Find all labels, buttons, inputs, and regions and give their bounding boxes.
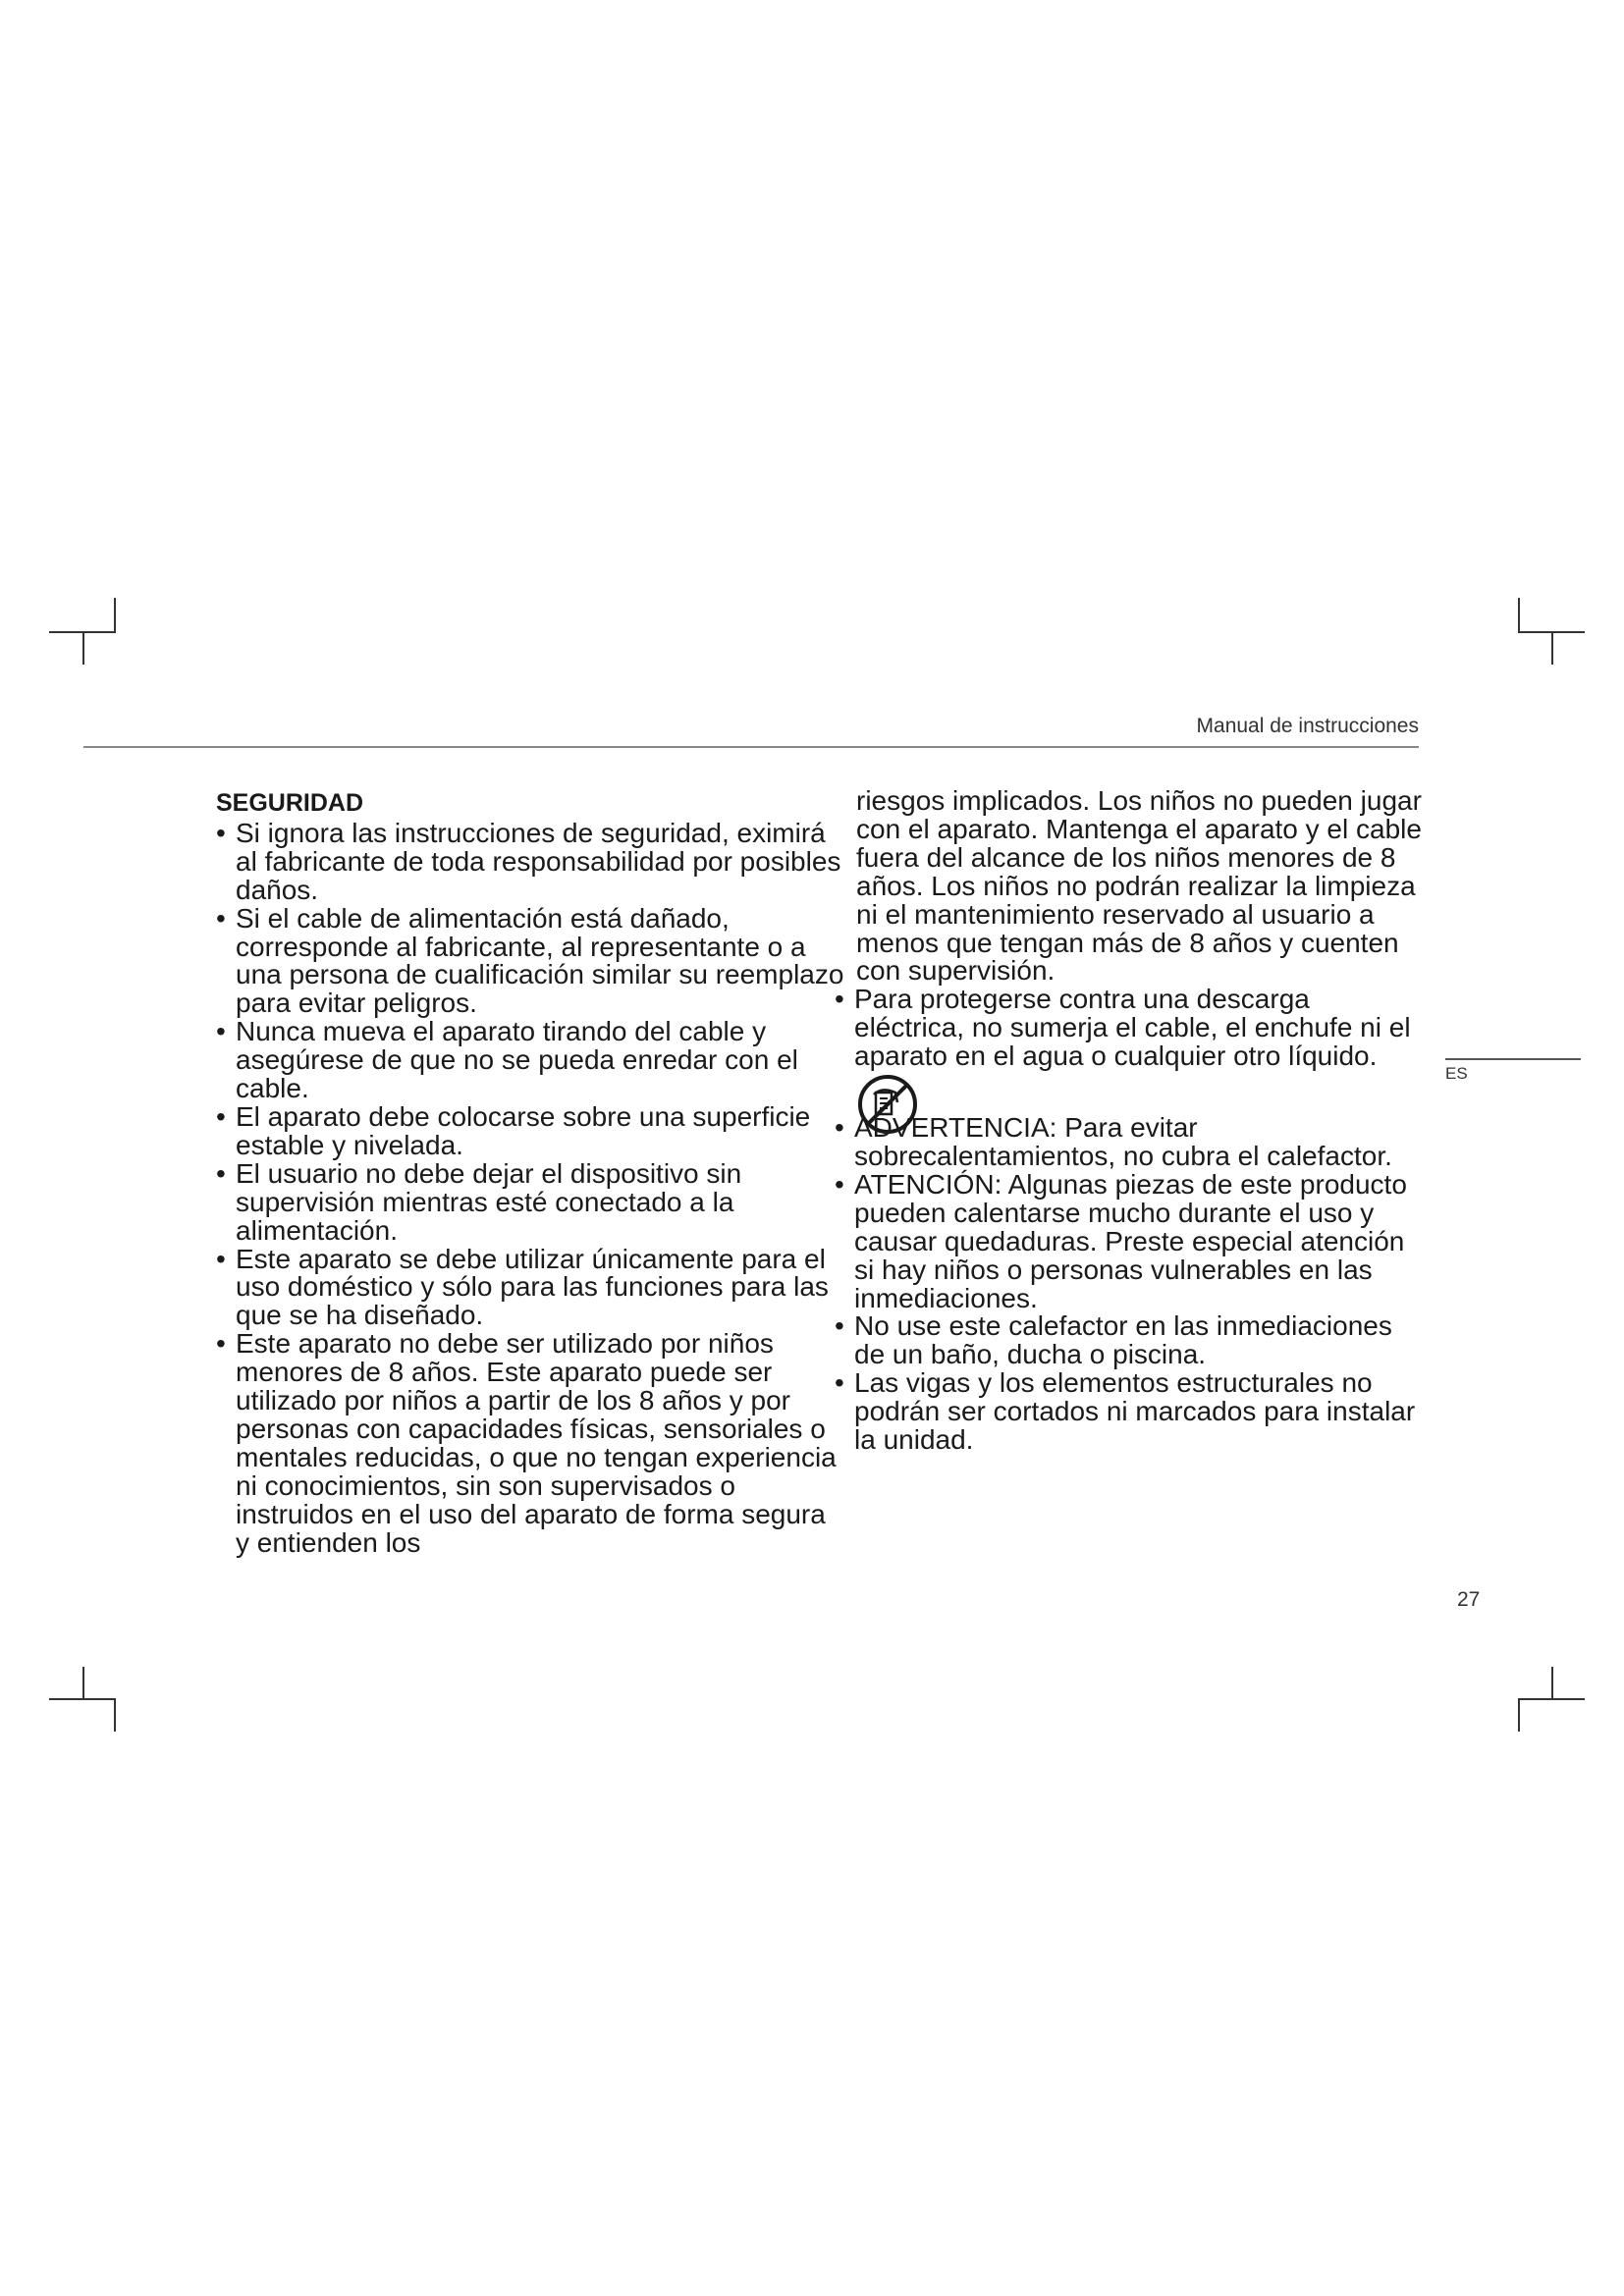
bullet: • <box>216 1016 226 1047</box>
crop-mark-bottom-right-h <box>1518 1698 1585 1700</box>
bullet: • <box>216 1100 226 1132</box>
header-title: Manual de instrucciones <box>1196 715 1419 737</box>
bullet: • <box>835 1112 844 1144</box>
bullet: • <box>835 984 844 1015</box>
list-item-text: No use este calefactor en las inmediaciones de un baño, ducha o piscina. <box>854 1310 1392 1370</box>
list-item <box>216 817 844 905</box>
bullet: • <box>835 1367 844 1399</box>
crop-mark-top-right-v <box>1518 598 1520 633</box>
safety-list-right-top <box>835 986 1424 1071</box>
crop-mark-bottom-left-h <box>49 1698 116 1700</box>
list-item <box>216 902 844 1019</box>
continuation-paragraph: riesgos implicados. Los niños no pueden jugar con el aparato. Mantenga el aparato y el cable fuera del alcance de los niños menores de 8 años. Los niños no podrán realizar la limpieza ni el mantenimiento reservado al usuario a menos que tengan más de 8 años y cuenten con supervisión. <box>856 785 1422 987</box>
list-item <box>216 1330 844 1557</box>
safety-list-right <box>835 1114 1424 1455</box>
list-item-text: El usuario no debe dejar el dispositivo sin supervisión mientras esté conectado a la alimentación. <box>236 1157 742 1246</box>
list-item <box>835 986 1424 1071</box>
bullet: • <box>216 902 226 934</box>
language-tab-rule <box>1445 1058 1581 1060</box>
list-item-text: Las vigas y los elementos estructurales no podrán ser cortados ni marcados para instalar la unidad. <box>854 1367 1416 1456</box>
list-item-text: Si el cable de alimentación está dañado, corresponde al fabricante, al representante o a una persona de cualificación similar su reemplazo para evitar peligros. <box>236 902 844 1019</box>
bullet: • <box>835 1310 844 1342</box>
list-item <box>216 1157 844 1246</box>
crop-mark-bottom-left-v <box>82 1667 84 1700</box>
crop-mark-top-left-v2 <box>114 598 116 633</box>
crop-mark-bottom-left-v2 <box>114 1698 116 1732</box>
safety-list-left <box>216 817 844 1558</box>
language-tab <box>1445 1058 1581 1084</box>
list-item <box>835 1312 1424 1369</box>
do-not-cover-icon <box>856 1073 919 1136</box>
bullet: • <box>216 1328 226 1360</box>
list-item <box>216 1100 844 1160</box>
list-item <box>216 1018 844 1103</box>
list-item-text: ATENCIÓN: Algunas piezas de este producto pueden calentarse mucho durante el uso y causar quedaduras. Preste especial atención si hay niños o personas vulnerables en las inmediaciones. <box>854 1168 1407 1313</box>
bullet: • <box>216 1157 226 1189</box>
header-rule <box>83 746 1419 748</box>
bullet: • <box>216 1243 226 1274</box>
bullet: • <box>216 817 226 848</box>
right-column <box>835 787 1424 1455</box>
language-code: ES <box>1445 1063 1468 1083</box>
left-column <box>216 789 844 1557</box>
list-item-text: El aparato debe colocarse sobre una superficie estable y nivelada. <box>236 1100 811 1160</box>
crop-mark-top-left-v <box>82 631 84 665</box>
list-item-text: Nunca mueva el aparato tirando del cable y asegúrese de que no se pueda enredar con el cable. <box>236 1016 798 1104</box>
list-item <box>216 1243 844 1331</box>
crop-mark-bottom-right-v <box>1551 1667 1553 1700</box>
list-item <box>835 1168 1424 1313</box>
list-item <box>835 1369 1424 1455</box>
list-item-text: Este aparato se debe utilizar únicamente para el uso doméstico y sólo para las funciones para las que se ha diseñado. <box>236 1243 829 1331</box>
section-title: SEGURIDAD <box>216 789 364 817</box>
bullet: • <box>835 1168 844 1200</box>
crop-mark-top-right-v2 <box>1551 631 1553 665</box>
list-item <box>835 1114 1424 1171</box>
crop-mark-bottom-right-v2 <box>1518 1698 1520 1732</box>
list-item-text: Si ignora las instrucciones de seguridad, eximirá al fabricante de toda responsabilidad por posibles daños. <box>236 817 841 905</box>
list-item-text: ADVERTENCIA: Para evitar sobrecalentamientos, no cubra el calefactor. <box>854 1112 1392 1171</box>
list-item-text: Este aparato no debe ser utilizado por niños menores de 8 años. Este aparato puede ser utilizado por niños a partir de los 8 años y por personas con capacidades físicas, sensoriales o mentales reducidas, o que no tengan experiencia ni conocimientos, sin son supervisados o instruidos en el uso del aparato de forma segura y entienden los <box>236 1328 837 1558</box>
page-number: 27 <box>1457 1588 1481 1611</box>
list-item-text: Para protegerse contra una descarga eléctrica, no sumerja el cable, el enchufe ni el aparato en el agua o cualquier otro líquido. <box>854 984 1411 1072</box>
